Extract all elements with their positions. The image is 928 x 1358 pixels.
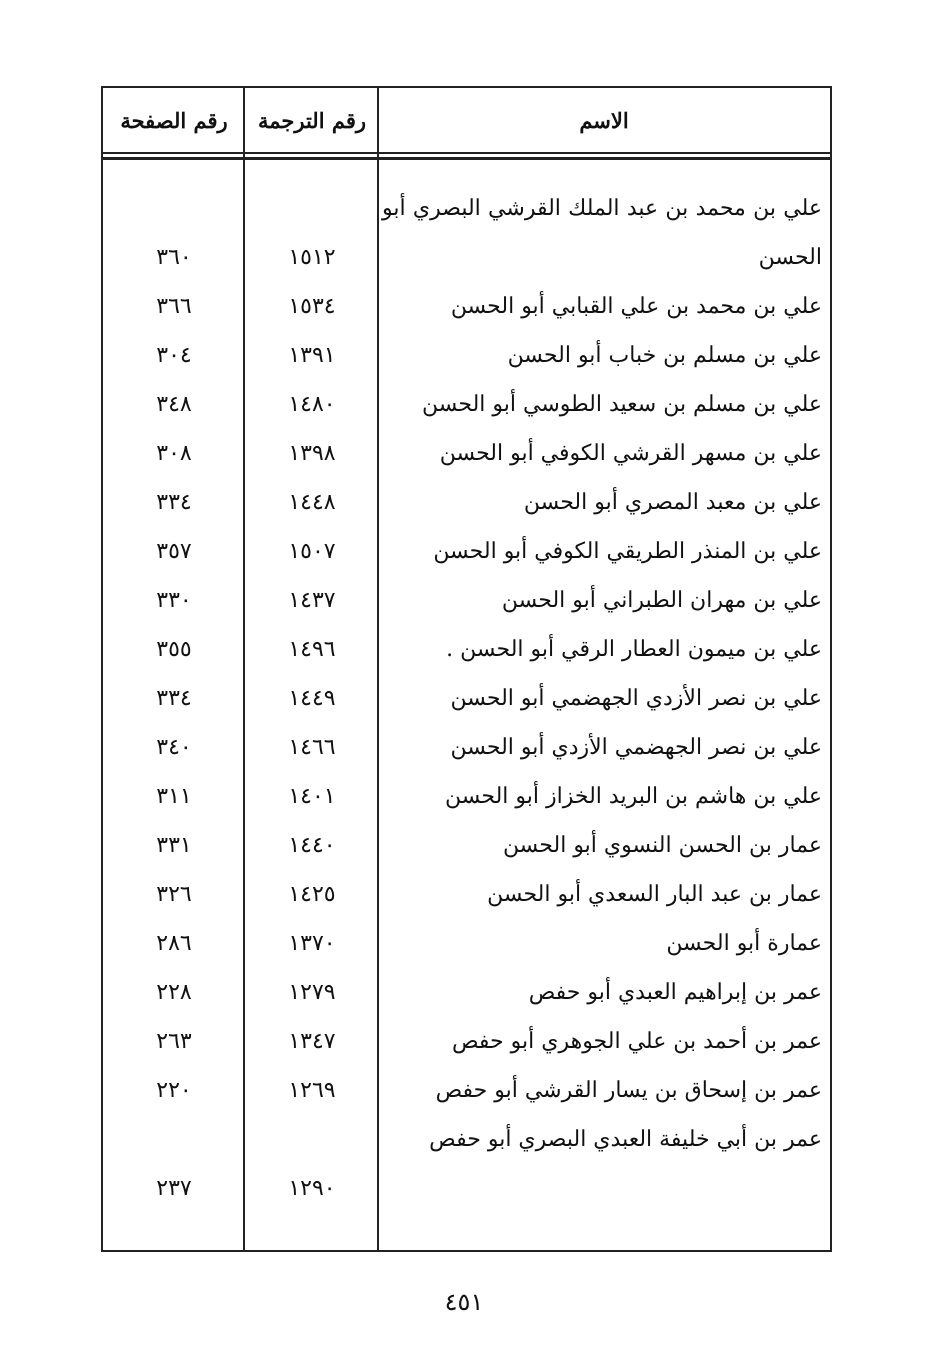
entry-page-number: ٣٣٤ xyxy=(156,490,192,515)
table-row xyxy=(103,527,830,576)
entry-name: عمارة أبو الحسن xyxy=(666,931,822,956)
entry-translation-number: ١٤٢٥ xyxy=(288,882,336,907)
header-translation-number: رقم الترجمة xyxy=(258,107,367,133)
entry-name: عمار بن عبد البار السعدي أبو الحسن xyxy=(487,882,822,907)
header-double-rule xyxy=(103,157,830,160)
entry-translation-number: ١٢٩٠ xyxy=(288,1176,336,1201)
entry-translation-number: ١٤٣٧ xyxy=(288,588,336,613)
entry-page-number: ٢٦٣ xyxy=(156,1029,192,1054)
entry-translation-number: ١٤٨٠ xyxy=(288,392,336,417)
table-header xyxy=(103,88,830,154)
entry-page-number: ٣٦٦ xyxy=(156,294,192,319)
entry-page-number: ٣٣١ xyxy=(156,833,192,858)
table-row xyxy=(103,478,830,527)
table-row xyxy=(103,772,830,821)
entry-name: علي بن مسلم بن خباب أبو الحسن xyxy=(507,343,822,368)
entry-translation-number: ١٤٤٠ xyxy=(288,833,336,858)
table-row xyxy=(103,674,830,723)
entry-translation-number: ١٣٩٨ xyxy=(288,441,336,466)
entry-page-number: ٣٠٤ xyxy=(156,343,192,368)
entry-name: علي بن ميمون العطار الرقي أبو الحسن . xyxy=(446,637,822,662)
header-page-number: رقم الصفحة xyxy=(120,107,228,133)
table-row xyxy=(103,282,830,331)
entry-name: علي بن هاشم بن البريد الخزاز أبو الحسن xyxy=(445,784,822,809)
entry-translation-number: ١٤٤٨ xyxy=(288,490,336,515)
entry-page-number: ٢٢٨ xyxy=(156,980,192,1005)
entry-translation-number: ١٢٧٩ xyxy=(288,980,336,1005)
entry-translation-number: ١٥٣٤ xyxy=(288,294,336,319)
entry-name: علي بن محمد بن عبد الملك القرشي البصري أبو الحسن xyxy=(382,196,822,270)
table-row xyxy=(103,380,830,429)
entry-translation-number: ١٢٦٩ xyxy=(288,1078,336,1103)
table-row xyxy=(103,723,830,772)
entry-page-number: ٣٣٤ xyxy=(156,686,192,711)
entry-translation-number: ١٥١٢ xyxy=(288,245,336,270)
index-table xyxy=(101,86,832,1252)
entry-name: علي بن مسهر القرشي الكوفي أبو الحسن xyxy=(439,441,822,466)
header-name: الاسم xyxy=(579,107,629,133)
table-row xyxy=(103,625,830,674)
table-row xyxy=(103,919,830,968)
entry-name: عمار بن الحسن النسوي أبو الحسن xyxy=(502,833,822,858)
entry-page-number: ٣٠٨ xyxy=(156,441,192,466)
table-row xyxy=(103,1017,830,1066)
entry-page-number: ٣٤٠ xyxy=(156,735,192,760)
entry-page-number: ٣١١ xyxy=(156,784,192,809)
table-row xyxy=(103,968,830,1017)
entry-translation-number: ١٣٤٧ xyxy=(288,1029,336,1054)
entry-translation-number: ١٤٩٦ xyxy=(288,637,336,662)
table-row xyxy=(103,429,830,478)
entry-name: عمر بن أحمد بن علي الجوهري أبو حفص xyxy=(451,1029,822,1054)
entry-name: عمر بن إسحاق بن يسار القرشي أبو حفص xyxy=(435,1078,822,1103)
table-row xyxy=(103,1066,830,1115)
table-body xyxy=(103,184,830,1213)
page-number: ٤٥١ xyxy=(444,1288,484,1316)
entry-name: علي بن نصر الأزدي الجهضمي أبو الحسن xyxy=(450,686,822,711)
table-row xyxy=(103,1115,830,1213)
entry-page-number: ٣٥٧ xyxy=(156,539,192,564)
table-row xyxy=(103,331,830,380)
entry-name: عمر بن إبراهيم العبدي أبو حفص xyxy=(528,980,822,1005)
entry-translation-number: ١٣٩١ xyxy=(288,343,336,368)
entry-name: علي بن محمد بن علي القبابي أبو الحسن xyxy=(450,294,822,319)
entry-name: علي بن نصر الجهضمي الأزدي أبو الحسن xyxy=(450,735,822,760)
entry-translation-number: ١٥٠٧ xyxy=(288,539,336,564)
entry-page-number: ٣٦٠ xyxy=(156,245,192,270)
entry-translation-number: ١٤٦٦ xyxy=(288,735,336,760)
entry-translation-number: ١٣٧٠ xyxy=(288,931,336,956)
entry-name: علي بن مسلم بن سعيد الطوسي أبو الحسن xyxy=(422,392,822,417)
entry-name: علي بن المنذر الطريقي الكوفي أبو الحسن xyxy=(433,539,822,564)
table-row xyxy=(103,870,830,919)
entry-page-number: ٢٢٠ xyxy=(156,1078,192,1103)
entry-name: علي بن معبد المصري أبو الحسن xyxy=(523,490,822,515)
table-row xyxy=(103,576,830,625)
entry-page-number: ٣٣٠ xyxy=(156,588,192,613)
entry-page-number: ٣٤٨ xyxy=(156,392,192,417)
table-row xyxy=(103,184,830,282)
entry-name: علي بن مهران الطبراني أبو الحسن xyxy=(501,588,822,613)
entry-name: عمر بن أبي خليفة العبدي البصري أبو حفص xyxy=(429,1127,822,1152)
table-row xyxy=(103,821,830,870)
entry-page-number: ٢٨٦ xyxy=(156,931,192,956)
entry-translation-number: ١٤٤٩ xyxy=(288,686,336,711)
entry-page-number: ٢٣٧ xyxy=(156,1176,192,1201)
entry-translation-number: ١٤٠١ xyxy=(288,784,336,809)
entry-page-number: ٣٥٥ xyxy=(156,637,192,662)
entry-page-number: ٣٢٦ xyxy=(156,882,192,907)
